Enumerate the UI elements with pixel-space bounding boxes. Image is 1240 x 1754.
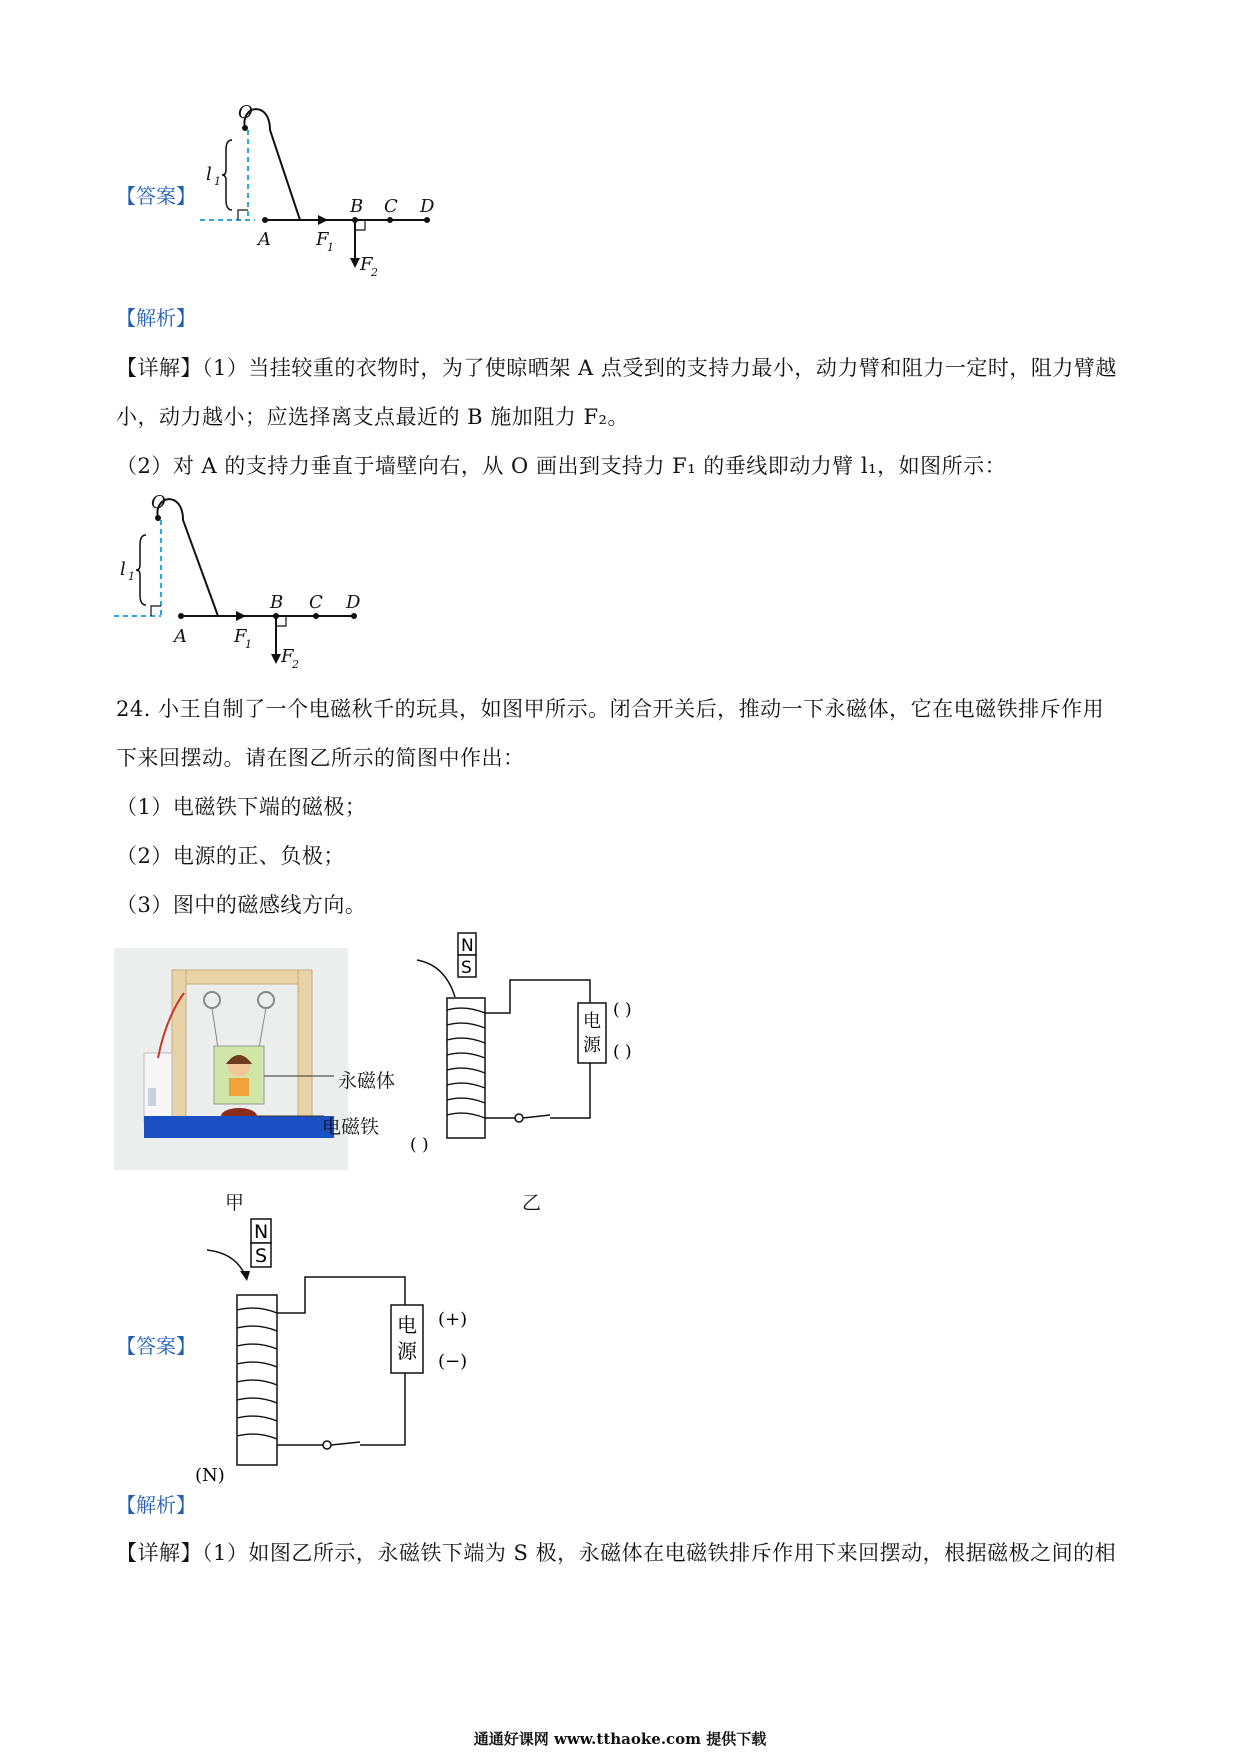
label-l1: l <box>120 559 126 580</box>
answer-tag: 【答案】 <box>116 1334 196 1358</box>
answer-tag: 【答案】 <box>116 184 196 208</box>
detail-line-1: 【详解】（1）当挂较重的衣物时，为了使晾晒架 A 点受到的支持力最小，动力臂和阻力一定时，阻力臂越 <box>116 356 1117 380</box>
q24-item-3: （3）图中的磁感线方向。 <box>116 893 367 917</box>
label-b: B <box>270 592 284 613</box>
label-f2: F <box>360 254 373 275</box>
magnet-n: N <box>254 1221 269 1243</box>
lever-answer-figure <box>190 100 450 290</box>
label-bottom-n: (N) <box>195 1465 225 1485</box>
q24-item-2: （2）电源的正、负极； <box>116 844 345 868</box>
power-char-2: 源 <box>397 1339 417 1363</box>
q24-line-2: 下来回摆动。请在图乙所示的简图中作出： <box>116 746 525 770</box>
swing-toy-photo <box>114 948 348 1170</box>
label-plus: (+) <box>438 1309 468 1330</box>
blank-top: ( ) <box>613 1000 632 1020</box>
label-l1: l <box>206 164 212 185</box>
label-f1-sub: 1 <box>327 241 334 254</box>
lever-figure-2 <box>106 490 376 680</box>
analysis-tag: 【解析】 <box>116 306 196 330</box>
q24-line-1: 24. 小王自制了一个电磁秋千的玩具，如图甲所示。闭合开关后，推动一下永磁体，它在电磁铁排斥作用 <box>116 697 1105 721</box>
label-b: B <box>350 196 364 217</box>
label-c: C <box>309 592 323 613</box>
caption-jia: 甲 <box>225 1192 245 1214</box>
magnet-n: N <box>461 936 474 956</box>
power-char-2: 源 <box>583 1035 601 1056</box>
label-f1: F <box>234 626 247 647</box>
label-o: O <box>151 492 166 513</box>
label-d: D <box>346 592 361 613</box>
label-f1-sub: 1 <box>245 638 252 651</box>
magnet-s: S <box>255 1245 268 1267</box>
detail-tag: 【详解】 <box>116 1541 202 1565</box>
label-l1-sub: 1 <box>214 175 221 188</box>
label-a: A <box>174 626 187 647</box>
power-char-1: 电 <box>583 1011 601 1032</box>
detail-line-2: 小，动力越小；应选择离支点最近的 B 施加阻力 F₂。 <box>116 405 629 429</box>
detail-tag: 【详解】 <box>116 356 202 380</box>
label-f2-sub: 2 <box>371 266 378 279</box>
label-c: C <box>384 196 398 217</box>
detail-2-line-1: 【详解】（1）如图乙所示，永磁铁下端为 S 极，永磁体在电磁铁排斥作用下来回摆动，根据磁极之间的相 <box>116 1541 1117 1565</box>
label-o: O <box>238 102 253 123</box>
label-f2: F <box>281 646 294 667</box>
analysis-tag: 【解析】 <box>116 1493 196 1517</box>
label-d: D <box>420 196 435 217</box>
blank-mid: ( ) <box>613 1042 632 1062</box>
circuit-answer-figure <box>195 1215 485 1485</box>
label-electromagnet: 电磁铁 <box>322 1116 380 1138</box>
magnet-s: S <box>461 958 472 978</box>
label-permanent-magnet: 永磁体 <box>338 1070 396 1092</box>
label-f1: F <box>316 229 329 250</box>
page-footer: 通通好课网 www.tthaoke.com 提供下载 <box>473 1730 767 1748</box>
q24-item-1: （1）电磁铁下端的磁极； <box>116 795 367 819</box>
blank-bottom: ( ) <box>410 1135 429 1155</box>
label-l1-sub: 1 <box>128 570 135 583</box>
label-a: A <box>258 229 271 250</box>
label-f2-sub: 2 <box>292 658 299 671</box>
power-char-1: 电 <box>397 1313 417 1337</box>
circuit-question-figure <box>405 925 675 1155</box>
detail-line-3: （2）对 A 的支持力垂直于墙壁向右，从 O 画出到支持力 F₁ 的垂线即动力臂 l₁，如图所示： <box>116 454 1007 478</box>
label-minus: (−) <box>438 1351 468 1372</box>
caption-yi: 乙 <box>522 1192 542 1214</box>
